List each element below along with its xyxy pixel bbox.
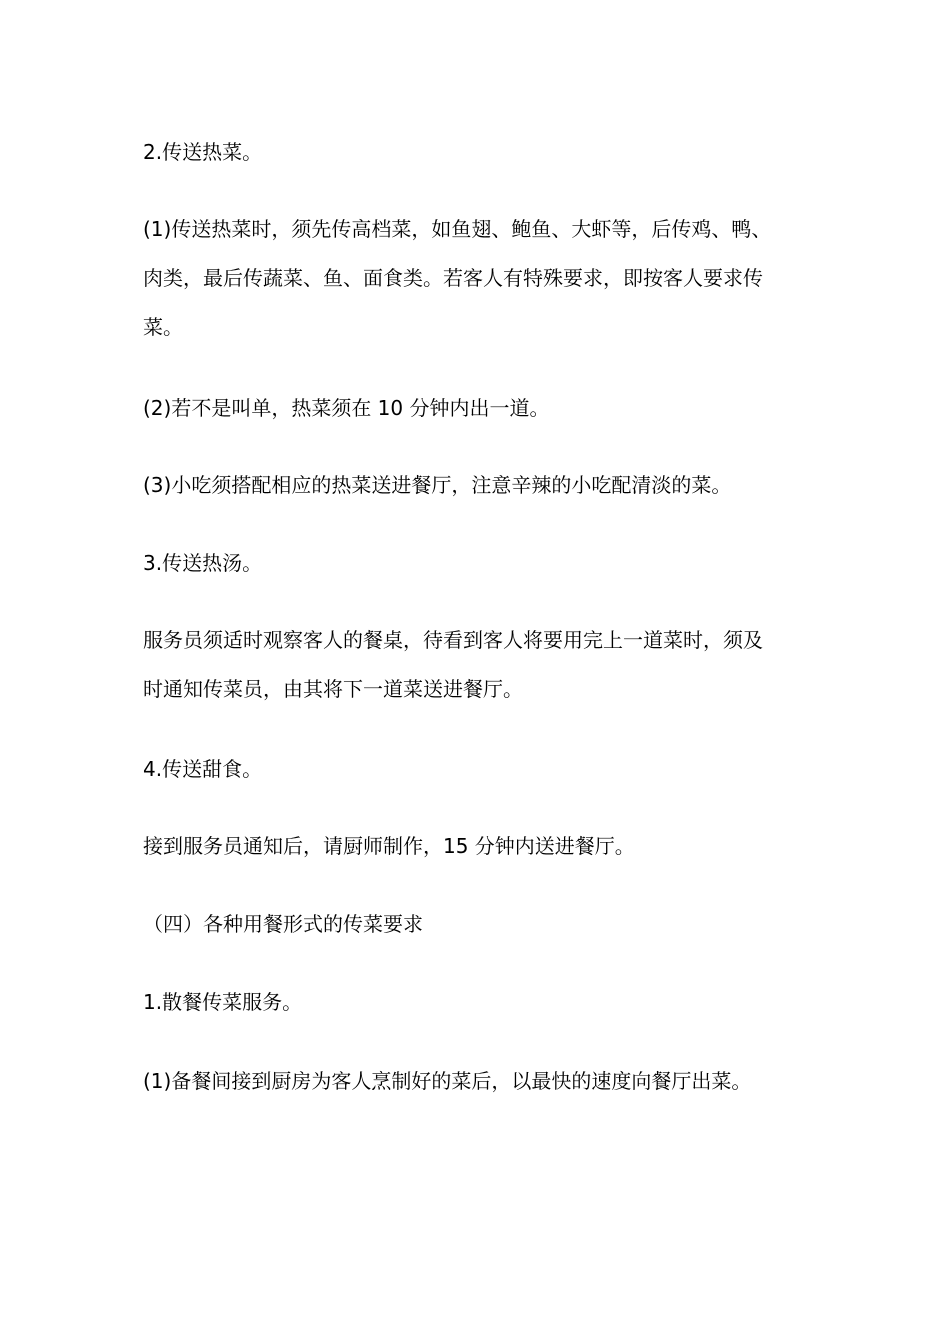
- paragraph-fastest-service: [143, 1057, 833, 1106]
- text-line: 服务员须适时观察客人的餐桌，待看到客人将要用完上一道菜时，须及: [143, 628, 763, 652]
- text-line: （四）各种用餐形式的传菜要求: [143, 912, 423, 936]
- heading-desserts: [143, 745, 833, 794]
- text-line: 2.传送热菜。: [143, 140, 263, 164]
- text-line: (3)小吃须搭配相应的热菜送进餐厅，注意辛辣的小吃配清淡的菜。: [143, 473, 732, 497]
- paragraph-fifteen-minutes: [143, 822, 833, 871]
- paragraph-observe-table: [143, 616, 833, 714]
- text-line: 3.传送热汤。: [143, 551, 263, 575]
- text-line: 1.散餐传菜服务。: [143, 990, 303, 1014]
- paragraph-snacks: [143, 461, 833, 510]
- text-line: (1)备餐间接到厨房为客人烹制好的菜后，以最快的速度向餐厅出菜。: [143, 1069, 752, 1093]
- text-line: 时通知传菜员，由其将下一道菜送进餐厅。: [143, 677, 523, 701]
- text-line: 菜。: [143, 315, 183, 339]
- heading-a-la-carte: [143, 978, 833, 1027]
- text-line: 4.传送甜食。: [143, 757, 263, 781]
- heading-hot-dishes: [143, 128, 833, 177]
- heading-hot-soup: [143, 539, 833, 588]
- paragraph-hot-dish-order: [143, 205, 833, 352]
- heading-section-four: [143, 900, 833, 949]
- paragraph-ten-minutes: [143, 384, 833, 433]
- text-line: (1)传送热菜时，须先传高档菜，如鱼翅、鲍鱼、大虾等，后传鸡、鸭、: [143, 217, 772, 241]
- text-line: 肉类，最后传蔬菜、鱼、面食类。若客人有特殊要求，即按客人要求传: [143, 266, 763, 290]
- text-line: 接到服务员通知后，请厨师制作，15 分钟内送进餐厅。: [143, 834, 635, 858]
- text-line: (2)若不是叫单，热菜须在 10 分钟内出一道。: [143, 396, 550, 420]
